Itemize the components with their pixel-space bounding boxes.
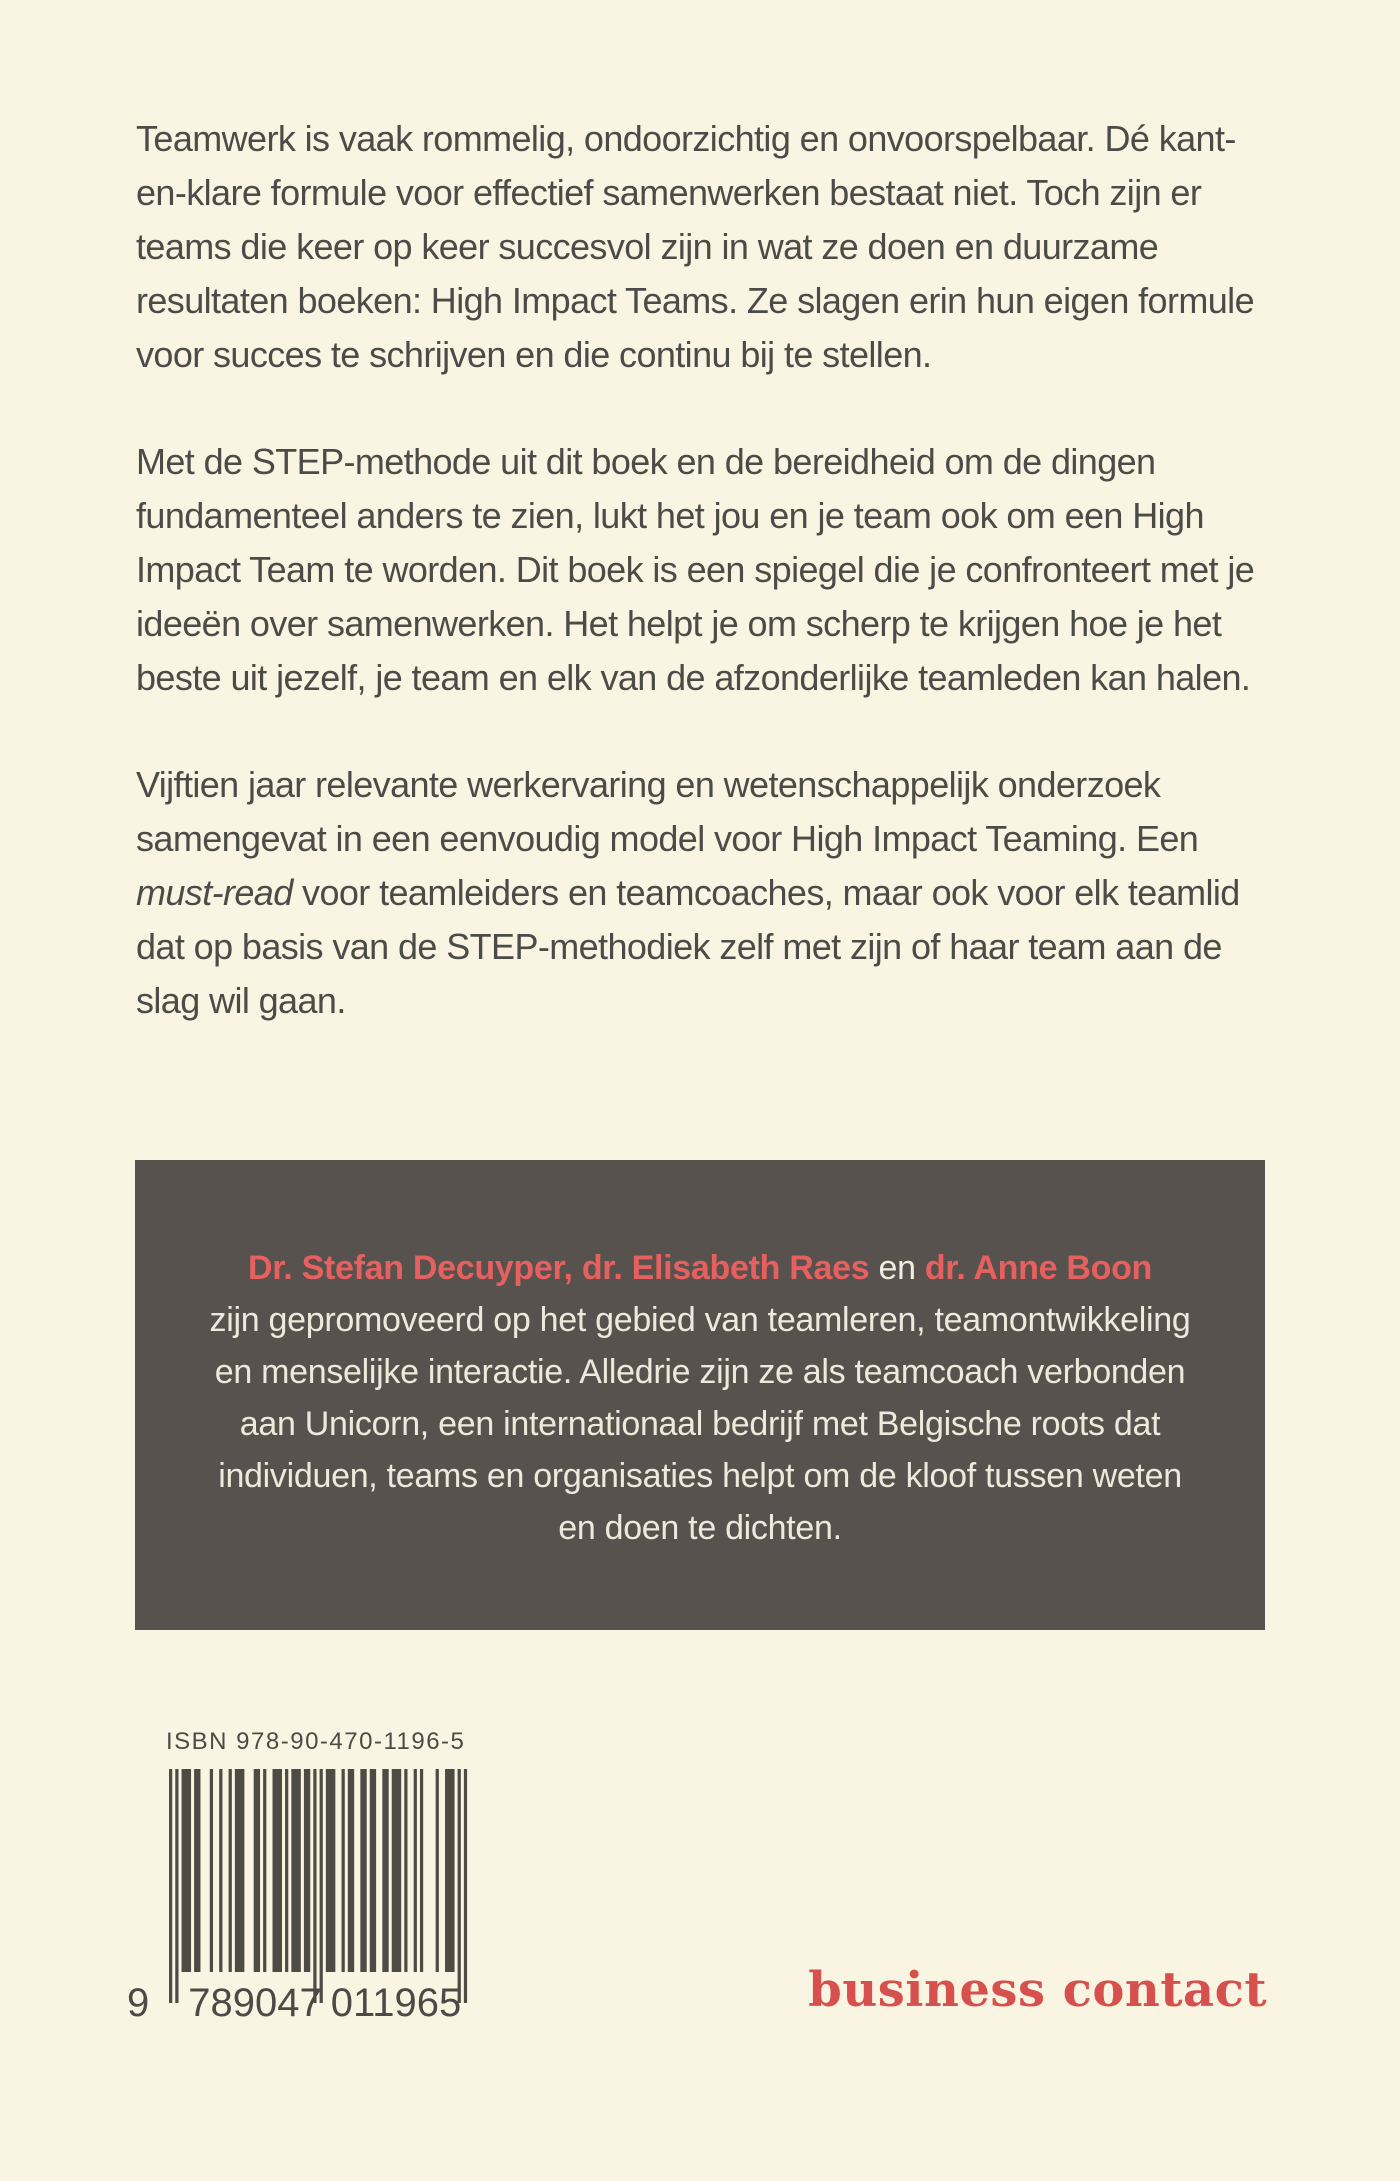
- blurb-paragraph-3-end: voor teamleiders en teamcoaches, maar ook voor elk teamlid dat op basis van de STEP-methodiek zelf met zijn of haar team aan de slag wil gaan.: [136, 872, 1240, 1021]
- blurb-paragraph-3: [136, 758, 1266, 1028]
- author-bio: zijn gepromoveerd op het gebied van teamleren, teamontwikkeling en menselijke interactie. Alledrie zijn ze als teamcoach verbonden aan Unicorn, een internationaal bedrijf met Belgische roots dat individuen, teams en organisaties helpt om de kloof tussen weten en doen te dichten.: [209, 1301, 1191, 1547]
- author-names: [203, 1242, 1197, 1294]
- author-name-2: dr. Anne Boon: [924, 1249, 1153, 1287]
- author-name-1: Dr. Stefan Decuyper, dr. Elisabeth Raes: [247, 1249, 870, 1287]
- author-box: [135, 1160, 1265, 1630]
- blurb-paragraph-2: Met de STEP-methode uit dit boek en de bereidheid om de dingen fundamenteel anders te zien, lukt het jou en je team ook om een High Impact Team te worden. Dit boek is een spiegel die je confronteert met je ideeën over samenwerken. Het helpt je om scherp te krijgen hoe je het beste uit jezelf, je team en elk van de afzonderlijke teamleden kan halen.: [136, 441, 1255, 698]
- blurb: [136, 112, 1266, 1081]
- isbn-label: ISBN 978-90-470-1196-5: [166, 1728, 466, 1755]
- blurb-paragraph-1: Teamwerk is vaak rommelig, ondoorzichtig en onvoorspelbaar. Dé kant-en-klare formule voor effectief samenwerken bestaat niet. Toch zijn er teams die keer op keer succesvol zijn in wat ze doen en duurzame resultaten boeken: High Impact Teams. Ze slagen erin hun eigen formule voor succes te schrijven en die continu bij te stellen.: [136, 118, 1254, 375]
- blurb-paragraph-3-italic: must-read: [136, 872, 293, 913]
- barcode-digit-group-1: 9: [127, 1981, 150, 2025]
- blurb-paragraph-3-start: Vijftien jaar relevante werkervaring en wetenschappelijk onderzoek samengevat in een eenvoudig model voor High Impact Teaming. Een: [136, 764, 1199, 859]
- barcode-digit-group-2: 789047: [188, 1981, 322, 2025]
- barcode-digit-group-3: 011965: [330, 1981, 462, 2025]
- author-names-connector: en: [869, 1249, 925, 1287]
- barcode-bars: [169, 1769, 467, 2003]
- publisher-logo: business contact: [808, 1962, 1267, 2018]
- ean13-barcode: [127, 1769, 467, 2025]
